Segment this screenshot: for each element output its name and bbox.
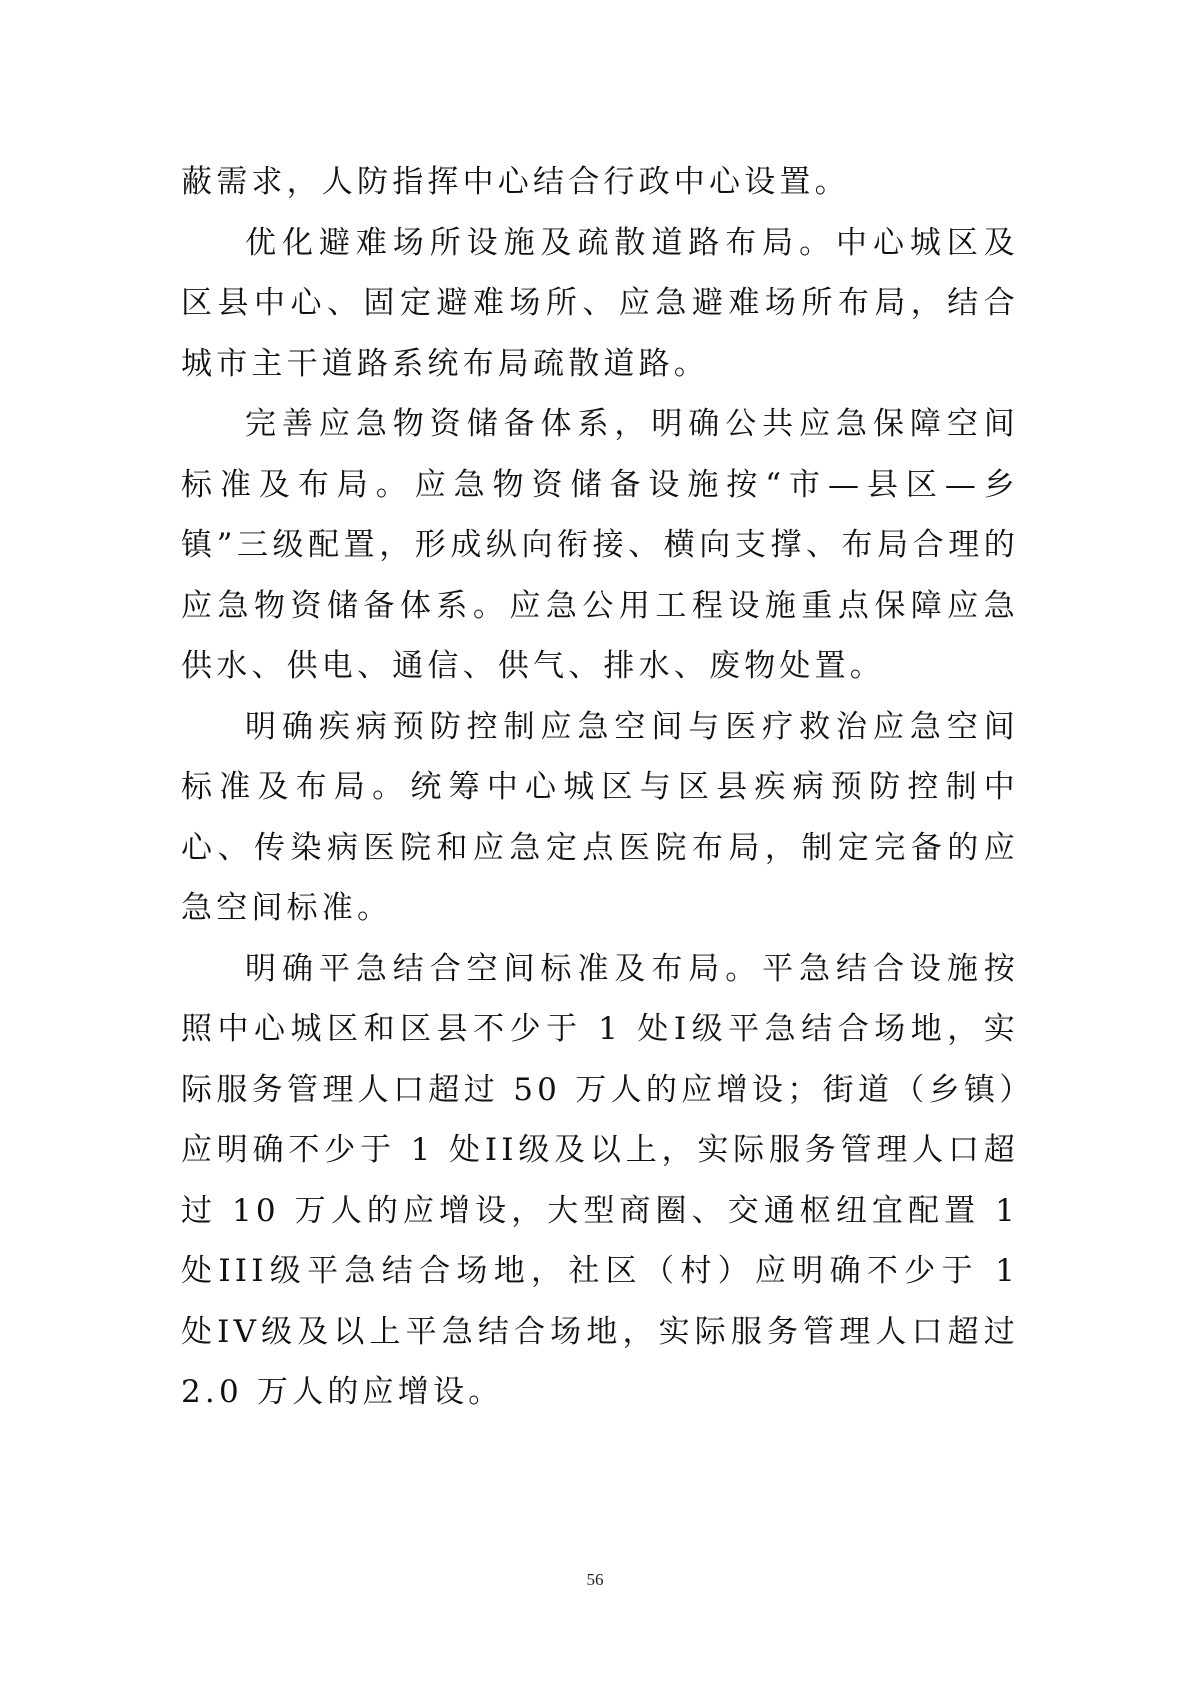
page-number: 56	[586, 1570, 604, 1589]
body-text	[181, 152, 1019, 1423]
paragraph-emergency-supplies: 完善应急物资储备体系，明确公共应急保障空间标准及布局。应急物资储备设施按“市—县区—乡镇”三级配置，形成纵向衔接、横向支撑、布局合理的应急物资储备体系。应急公用工程设施重点保障应急供水、供电、通信、供气、排水、废物处置。	[181, 406, 1019, 684]
paragraph-peacetime-emergency: 明确平急结合空间标准及布局。平急结合设施按照中心城区和区县不少于 1 处I级平急结合场地，实际服务管理人口超过 50 万人的应增设；街道（乡镇）应明确不少于 1 处II级及以上，实际服务管理人口超过 10 万人的应增设，大型商圈、交通枢纽宜配置 1 处III级平急结合场地，社区（村）应明确不少于 1 处IV级及以上平急结合场地，实际服务管理人口超过 2.0 万人的应增设。	[181, 950, 1019, 1410]
paragraph-continuation: 蔽需求，人防指挥中心结合行政中心设置。	[181, 164, 850, 200]
paragraph-evacuation-layout: 优化避难场所设施及疏散道路布局。中心城区及区县中心、固定避难场所、应急避难场所布局，结合城市主干道路系统布局疏散道路。	[181, 224, 1019, 382]
paragraph-disease-control: 明确疾病预防控制应急空间与医疗救治应急空间标准及布局。统筹中心城区与区县疾病预防控制中心、传染病医院和应急定点医院布局，制定完备的应急空间标准。	[181, 708, 1019, 926]
